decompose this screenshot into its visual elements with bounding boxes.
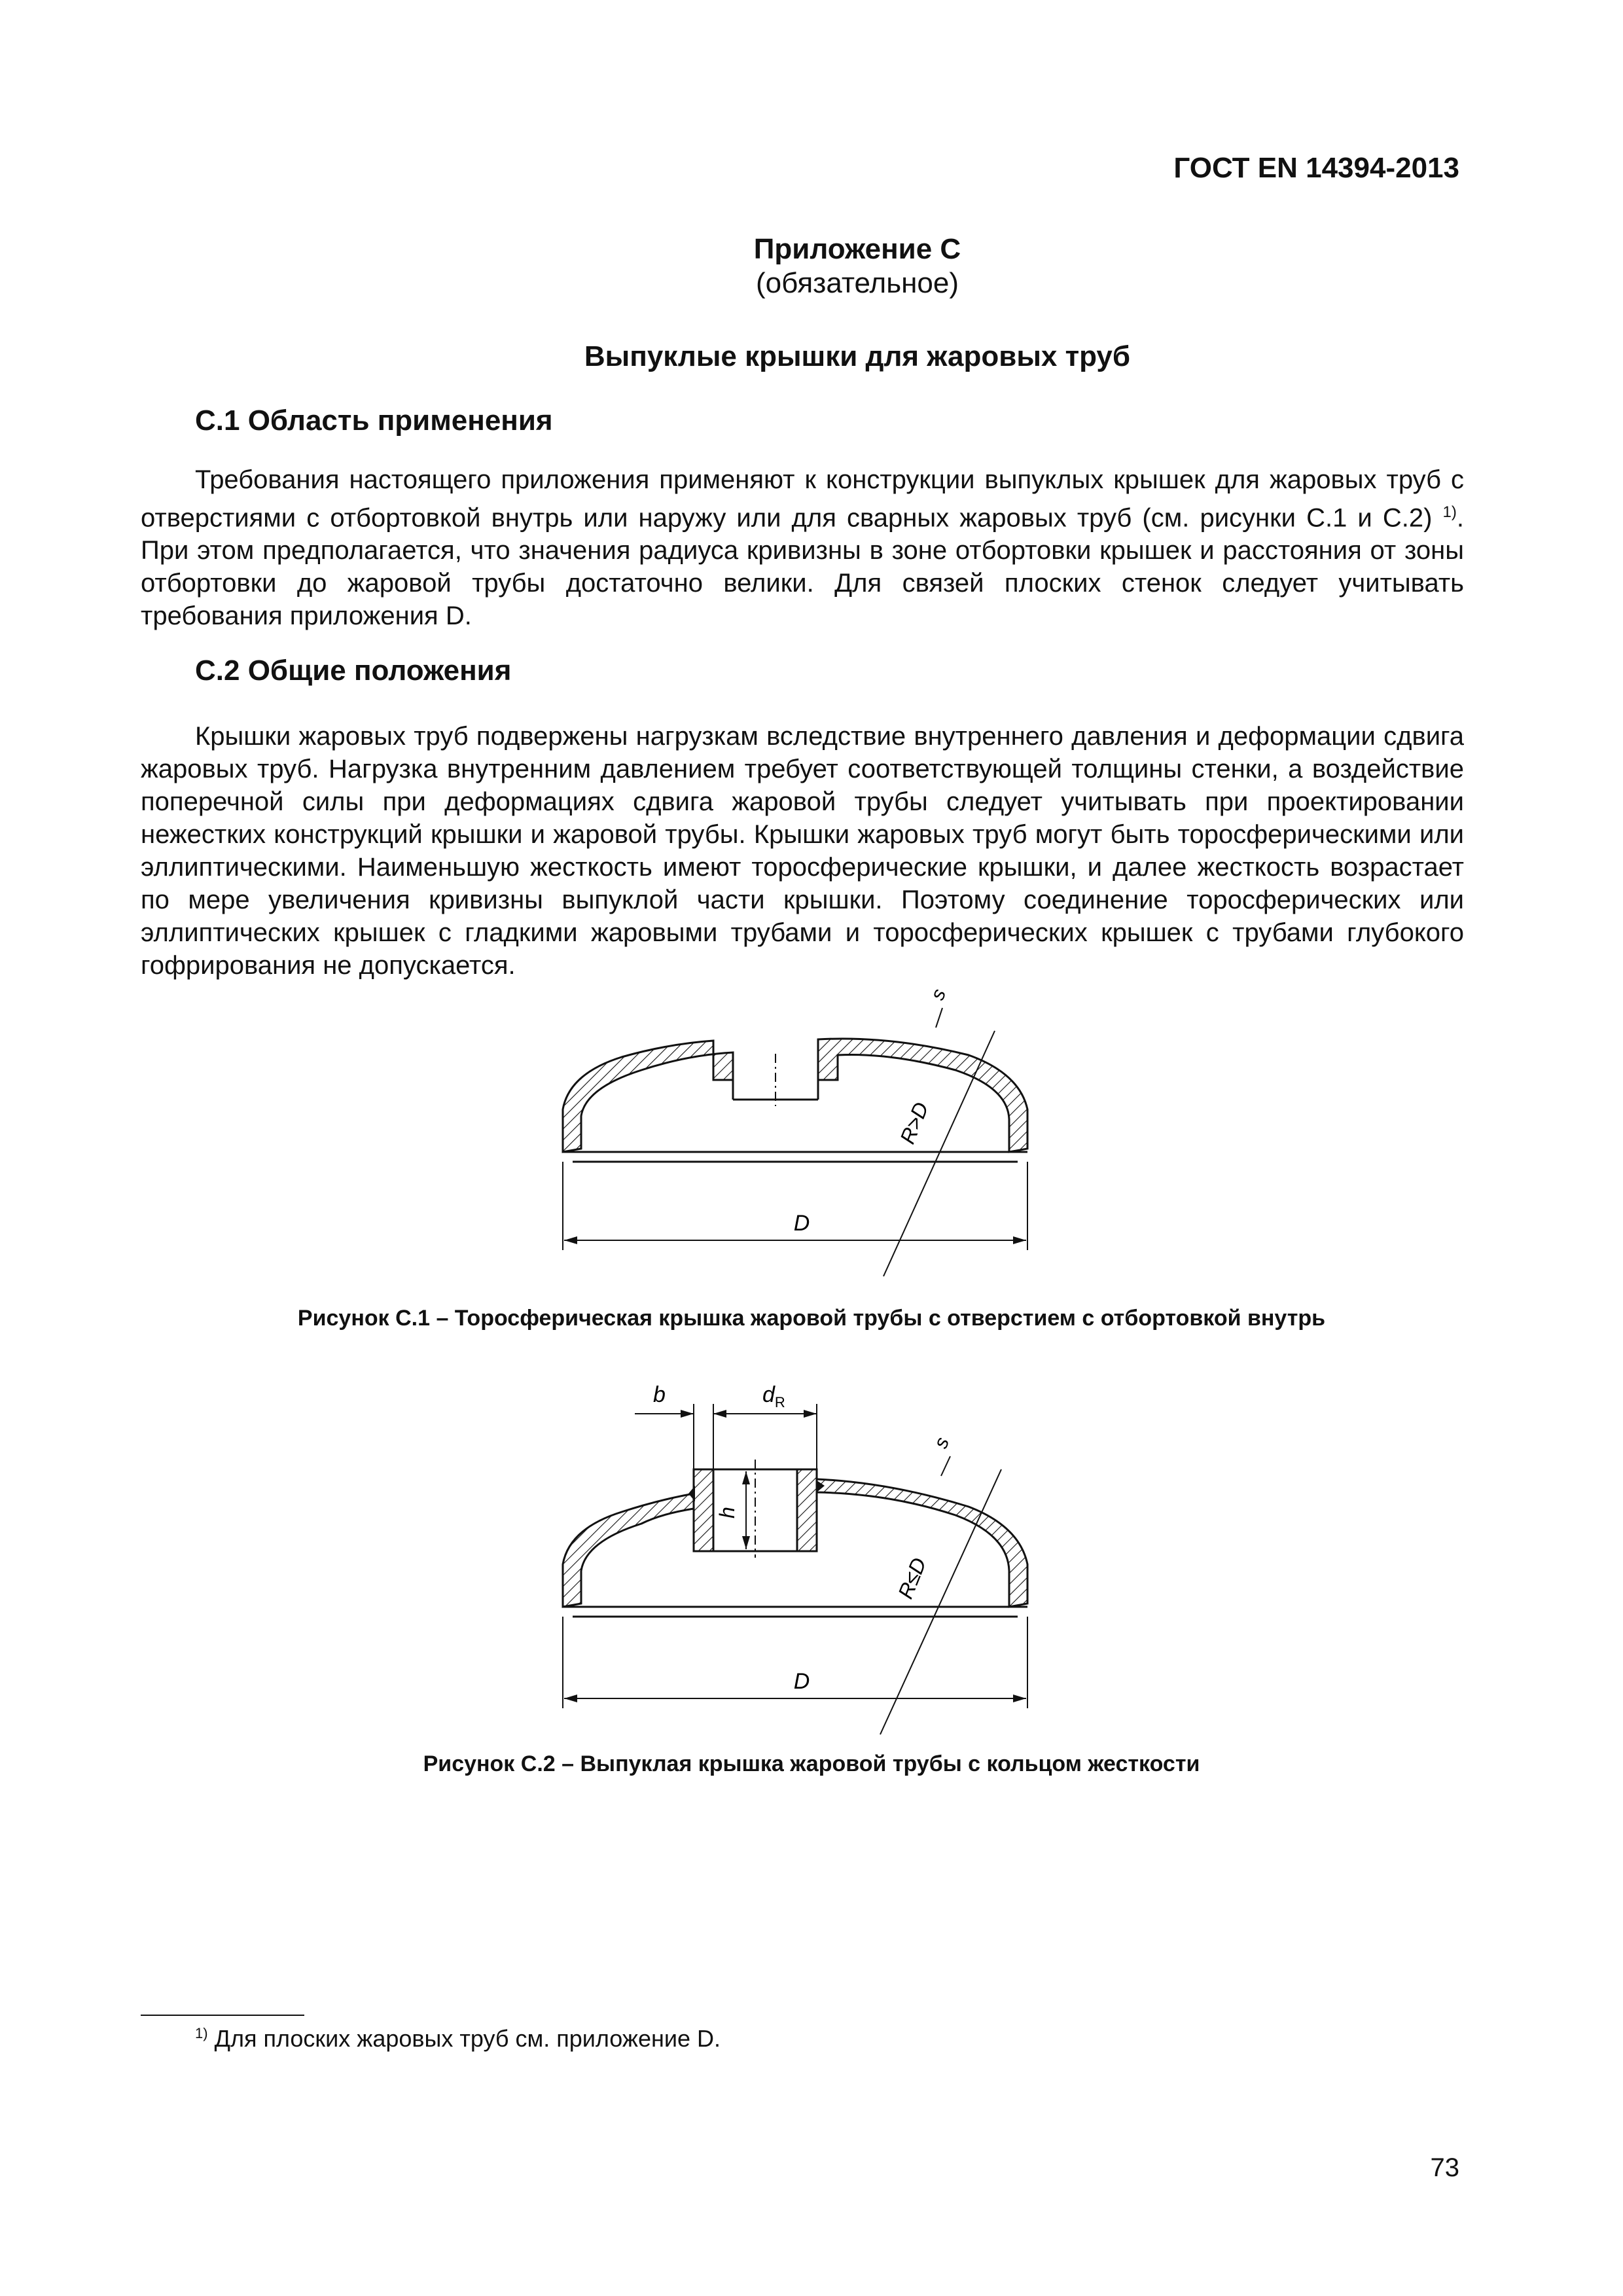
d-label xyxy=(762,1382,785,1410)
figure-1-drawing xyxy=(550,975,1060,1283)
thickness-label: s xyxy=(926,986,951,1003)
annex-title: Приложение С xyxy=(753,233,961,265)
thickness-label: s xyxy=(929,1434,954,1452)
section-2-paragraph: Крышки жаровых труб подвержены нагрузкам вследствие внутреннего давления и деформации сдвига жаровых труб. Нагрузка внутренним давлением требует соответствующей толщины стенки, а воздействие поперечной силы при деформациях сдвига жаровой трубы следует учитывать при проектировании нежестких конструкций крышки и жаровой трубы. Крышки жаровых труб могут быть торосферическими или эллиптическими. Наименьшую жесткость имеют торосферические крышки, и далее жесткость возрастает по мере увеличения кривизны выпуклой части крышки. Поэтому соединение торосферических или эллиптических крышек с гладкими жаровыми трубами и торосферических крышек с трубами глубокого гофрирования не допускается. xyxy=(141,722,1464,980)
diameter-label: D xyxy=(793,1211,810,1236)
radius-label: R>D xyxy=(895,1098,933,1147)
annex-status: (обязательное) xyxy=(755,267,959,299)
radius-label: R≤D xyxy=(893,1554,931,1602)
b-label: b xyxy=(653,1382,666,1407)
head-shell-left xyxy=(563,1041,733,1152)
section-1-paragraph xyxy=(141,463,1464,632)
section-1-text-a: Требования настоящего приложения применяют к конструкции выпуклых крышек для жаровых труб с отверстиями с отбортовкой внутрь или наружу или для сварных жаровых труб (см. рисунки С.1 и С.2) xyxy=(141,465,1464,533)
figure-1-caption: Рисунок С.1 – Торосферическая крышка жаровой трубы с отверстием с отбортовкой внутрь xyxy=(297,1306,1326,1331)
document-code: ГОСТ EN 14394-2013 xyxy=(1173,152,1459,184)
radius-line xyxy=(883,1031,995,1276)
footnote xyxy=(195,2025,721,2053)
footnote-mark: 1) xyxy=(195,2025,208,2041)
head-shell-right xyxy=(817,1479,1027,1607)
figure-2-drawing xyxy=(550,1355,1060,1741)
head-shell-left xyxy=(563,1494,694,1607)
footnote-text: Для плоских жаровых труб см. приложение D. xyxy=(207,2025,721,2052)
footnote-separator xyxy=(141,2015,304,2016)
section-2-title: С.2 Общие положения xyxy=(195,655,512,687)
footnote-ref[interactable]: 1) xyxy=(1442,503,1457,521)
ring-left xyxy=(694,1469,713,1551)
section-1-title: С.1 Область применения xyxy=(195,404,553,437)
ring-right xyxy=(797,1469,817,1551)
figure-2-caption: Рисунок С.2 – Выпуклая крышка жаровой трубы с кольцом жесткости xyxy=(423,1751,1200,1776)
annex-heading: Выпуклые крышки для жаровых труб xyxy=(584,340,1131,372)
head-shell-right xyxy=(818,1039,1027,1152)
d-label-main: d xyxy=(762,1382,775,1407)
h-label: h xyxy=(715,1507,739,1518)
page-number: 73 xyxy=(1430,2153,1459,2182)
diameter-label: D xyxy=(793,1669,810,1694)
d-label-sub: R xyxy=(774,1394,785,1410)
section-1-text-b: . При этом предполагается, что значения радиуса кривизны в зоне отбортовки крышек и расстояния от зоны отбортовки до жаровой трубы достаточно велики. Для связей плоских стенок следует учитывать требования приложения D. xyxy=(141,503,1464,631)
